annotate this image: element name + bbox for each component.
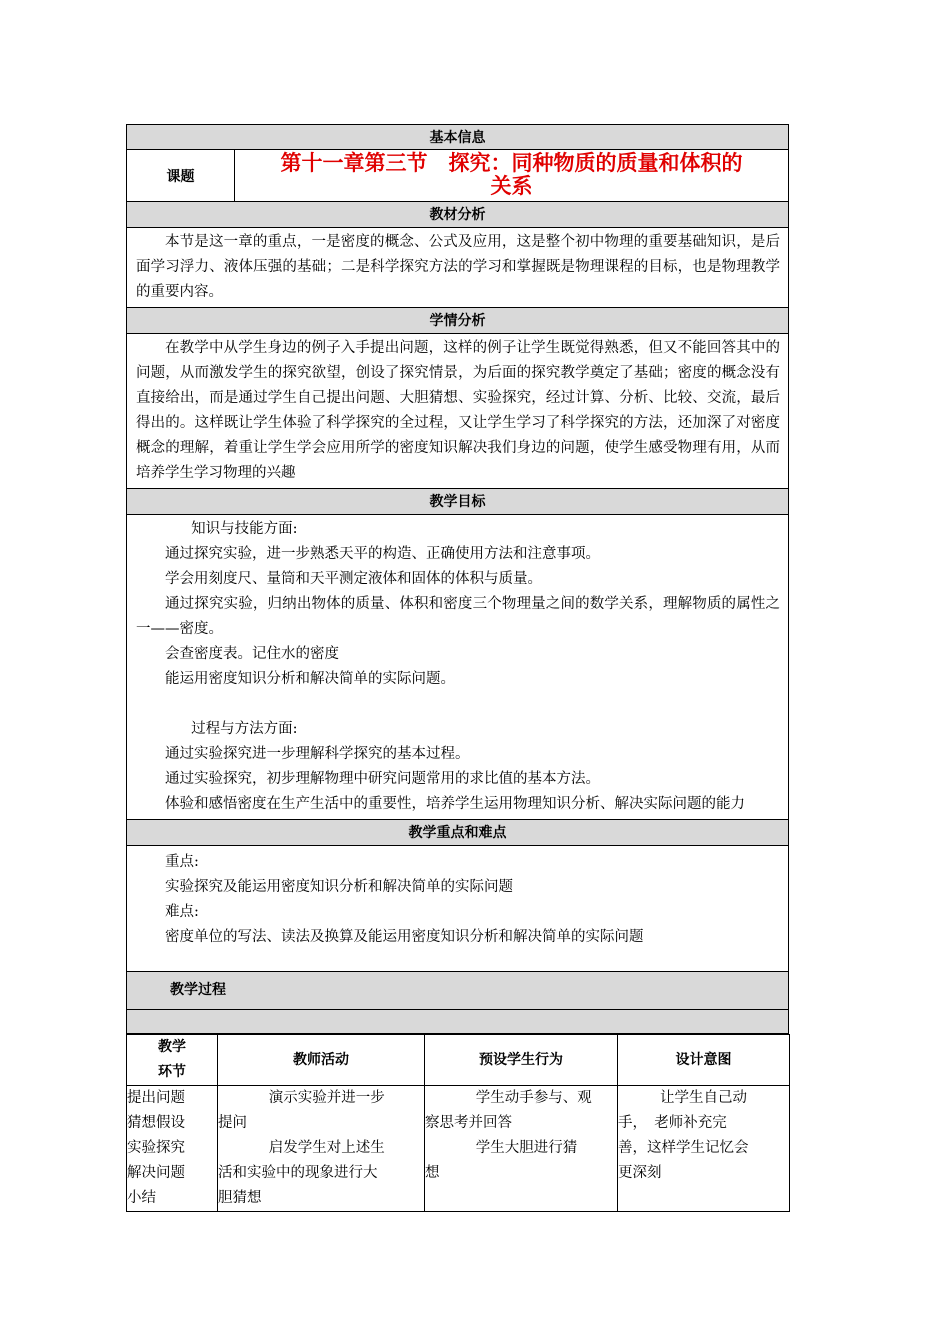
- student-behavior-line: 想: [425, 1165, 440, 1181]
- knowledge-goal-item: 通过探究实验，归纳出物体的质量、体积和密度三个物理量之间的数学关系，理解物质的属性之一——密度。: [136, 596, 780, 637]
- knowledge-goal-item: 能运用密度知识分析和解决简单的实际问题。: [165, 671, 455, 687]
- design-intent-line: 更深刻: [618, 1165, 662, 1181]
- key-text: 实验探究及能运用密度知识分析和解决简单的实际问题: [165, 879, 513, 895]
- topic-row: [126, 150, 789, 202]
- student-analysis-header: 学情分析: [126, 308, 789, 334]
- difficulty-label: 难点:: [165, 904, 199, 920]
- textbook-analysis-body: 本节是这一章的重点，一是密度的概念、公式及应用，这是整个初中物理的重要基础知识，是后面学习浮力、液体压强的基础；二是科学探究方法的学习和掌握既是物理课程的目标，也是物理教学的重要内容。: [126, 228, 789, 308]
- stage-item: 解决问题: [127, 1165, 185, 1181]
- teacher-activity-cell: [218, 1086, 425, 1212]
- difficulty-text: 密度单位的写法、读法及换算及能运用密度知识分析和解决简单的实际问题: [165, 929, 644, 945]
- stage-item: 实验探究: [127, 1140, 185, 1156]
- textbook-analysis-header: 教材分析: [126, 202, 789, 228]
- process-method-title: 过程与方法方面:: [191, 721, 298, 737]
- lesson-plan-table: [126, 124, 789, 1212]
- teacher-activity-line: 活和实验中的现象进行大: [218, 1165, 378, 1181]
- process-goal-item: 体验和感悟密度在生产生活中的重要性，培养学生运用物理知识分析、解决实际问题的能力: [165, 796, 745, 812]
- design-intent-cell: [618, 1086, 790, 1212]
- knowledge-goal-item: 学会用刻度尺、量筒和天平测定液体和固体的体积与质量。: [165, 571, 542, 587]
- student-behavior-cell: [425, 1086, 618, 1212]
- student-behavior-line: 学生动手参与、观: [475, 1090, 592, 1106]
- student-behavior-line: 察思考并回答: [425, 1115, 512, 1131]
- knowledge-skills-title: 知识与技能方面:: [191, 521, 298, 537]
- design-intent-line: 善，这样学生记忆会: [618, 1140, 749, 1156]
- stage-item: 提出问题: [127, 1090, 185, 1106]
- key-points-body: [126, 846, 789, 972]
- col-header-student: 预设学生行为: [425, 1035, 618, 1086]
- stage-item: 小结: [127, 1190, 156, 1206]
- teacher-activity-line: 演示实验并进一步: [268, 1090, 385, 1106]
- stage-item: 猜想假设: [127, 1115, 185, 1131]
- teaching-process-header: 教学过程: [126, 972, 789, 1010]
- knowledge-goal-item: 通过探究实验，进一步熟悉天平的构造、正确使用方法和注意事项。: [165, 546, 600, 562]
- teacher-activity-line: 胆猜想: [218, 1190, 262, 1206]
- topic-title-line1: 第十一章第三节 探究：同种物质的质量和体积的: [280, 151, 743, 175]
- design-intent-line: 让学生自己动: [660, 1090, 748, 1106]
- teaching-goals-body: [126, 515, 789, 820]
- student-behavior-line: 学生大胆进行猜: [475, 1140, 578, 1156]
- design-intent-line: 手， 老师补充完: [618, 1115, 727, 1131]
- col-header-stage-line2: 环节: [158, 1064, 186, 1080]
- topic-title: [235, 150, 788, 201]
- teacher-activity-line: 提问: [218, 1115, 247, 1131]
- topic-title-line2: 关系: [490, 174, 533, 198]
- stage-cell: [127, 1086, 218, 1212]
- col-header-stage: [127, 1035, 218, 1086]
- col-header-stage-line1: 教学: [158, 1039, 186, 1055]
- knowledge-goal-item: 会查密度表。记住水的密度: [165, 646, 339, 662]
- col-header-teacher: 教师活动: [218, 1035, 425, 1086]
- teaching-goals-header: 教学目标: [126, 489, 789, 515]
- blank-line: [136, 692, 780, 717]
- topic-label: 课题: [127, 150, 235, 201]
- key-label: 重点:: [165, 854, 199, 870]
- col-header-design: 设计意图: [618, 1035, 790, 1086]
- process-table-header-row: [127, 1035, 790, 1086]
- key-points-header: 教学重点和难点: [126, 820, 789, 846]
- student-analysis-body: 在教学中从学生身边的例子入手提出问题，这样的例子让学生既觉得熟悉，但又不能回答其中的问题，从而激发学生的探究欲望，创设了探究情景，为后面的探究教学奠定了基础；密度的概念没有直接给出，而是通过学生自己提出问题、大胆猜想、实验探究，经过计算、分析、比较、交流，最后得出的。这样既让学生体验了科学探究的全过程，又让学生学习了科学探究的方法，还加深了对密度概念的理解，着重让学生学会应用所学的密度知识解决我们身边的问题，使学生感受物理有用，从而培养学生学习物理的兴趣: [126, 334, 789, 489]
- teaching-process-spacer: [126, 1010, 789, 1034]
- basic-info-header: 基本信息: [126, 124, 789, 150]
- process-table: [126, 1034, 790, 1212]
- process-goal-item: 通过实验探究，初步理解物理中研究问题常用的求比值的基本方法。: [165, 771, 600, 787]
- teacher-activity-line: 启发学生对上述生: [268, 1140, 385, 1156]
- process-goal-item: 通过实验探究进一步理解科学探究的基本过程。: [165, 746, 470, 762]
- table-row: [127, 1086, 790, 1212]
